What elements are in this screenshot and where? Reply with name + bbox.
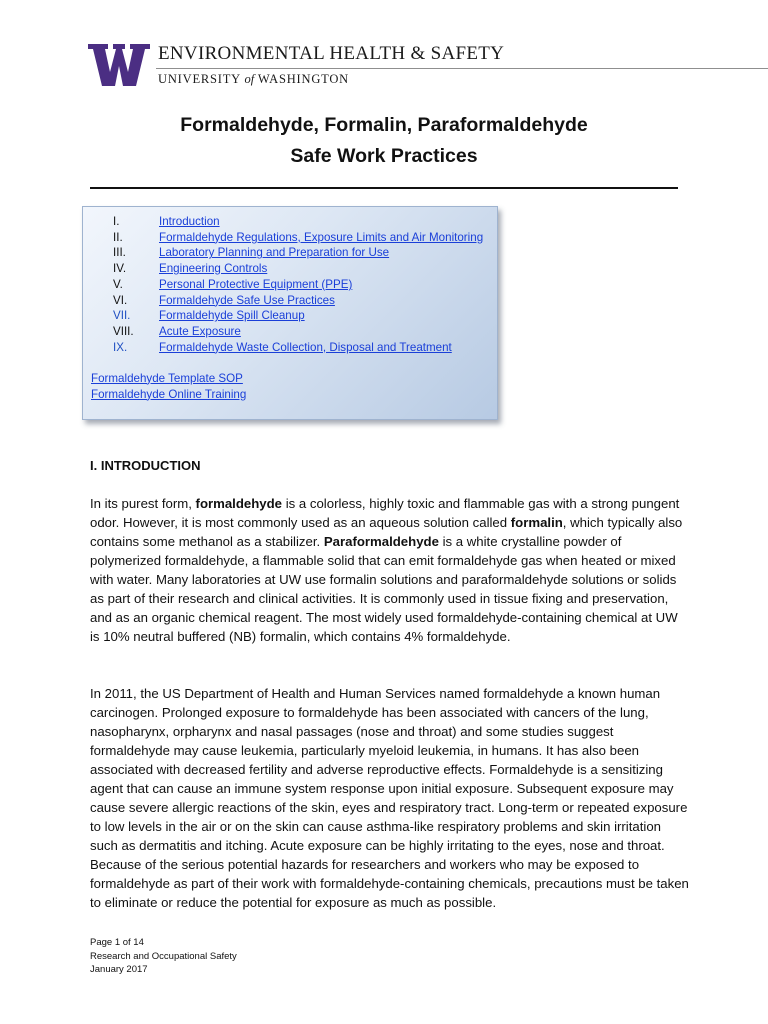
page-header bbox=[0, 0, 768, 100]
template-sop-link[interactable]: Formaldehyde Template SOP bbox=[91, 371, 243, 385]
title-rule bbox=[90, 187, 678, 189]
university-name bbox=[158, 72, 349, 87]
section-heading: I. INTRODUCTION bbox=[90, 458, 201, 473]
org-title: ENVIRONMENTAL HEALTH & SAFETY bbox=[158, 43, 505, 64]
footer-date: January 2017 bbox=[90, 964, 148, 975]
toc-link-acute-exposure[interactable]: Acute Exposure bbox=[159, 324, 241, 338]
title-line-1: Formaldehyde, Formalin, Paraformaldehyde bbox=[180, 114, 588, 136]
toc-number: VIII. bbox=[113, 324, 134, 338]
page-footer bbox=[90, 936, 237, 977]
uw-w-mark bbox=[88, 44, 150, 86]
toc-link-introduction[interactable]: Introduction bbox=[159, 215, 220, 228]
term-formalin: formalin bbox=[510, 515, 563, 530]
toc-number: IV. bbox=[113, 262, 127, 276]
carcinogen-paragraph: In 2011, the US Department of Health and Human Services named formaldehyde a known human carcinogen. Prolonged exposure to formaldehyde has been associated with cancers of the lung, nasopharynx, orpharynx and nasal passages (nose and throat) and some studies suggest formaldehyde may cause leukemia, particularly myeloid leukemia, in humans. It has also been associated with decreased fertility and adverse reproductive effects. Formaldehyde is a sensitizing agent that can cause an immune system response upon initial exposure. Subsequent exposure may cause severe allergic reactions of the skin, eyes and respiratory tract. Long-term or repeated exposure to low levels in the air or on the skin can cause asthma-like respiratory problems and skin irritation such as dermatitis and itching. Acute exposure can be highly irritating to the eyes, nose and throat. Because of the serious potential hazards for researchers and workers who may be exposed to formaldehyde as part of their work with formaldehyde-containing chemicals, precautions must be taken to eliminate or reduce the potential for exposure as much as possible. bbox=[90, 686, 689, 910]
page-number: Page 1 of 14 bbox=[90, 937, 144, 948]
toc-number: VII. bbox=[113, 309, 131, 323]
footer-department: Research and Occupational Safety bbox=[90, 950, 237, 962]
text-run: In its purest form, bbox=[90, 496, 196, 511]
university-suffix: WASHINGTON bbox=[257, 72, 350, 86]
toc-link-regulations[interactable]: Formaldehyde Regulations, Exposure Limits and Air Monitoring bbox=[159, 230, 484, 244]
term-formaldehyde: formaldehyde bbox=[195, 496, 283, 511]
university-prefix: UNIVERSITY bbox=[158, 72, 241, 86]
title-line-2: Safe Work Practices bbox=[290, 145, 478, 167]
toc-number: I. bbox=[113, 215, 120, 228]
toc-number: II. bbox=[113, 230, 123, 244]
text-run: is a white crystalline powder of polymerized formaldehyde, a flammable solid that can emit formaldehyde gas when heated or mixed with water. Many laboratories at UW use formalin solutions and paraformaldehyde solutions or solids as part of their research and clinical activities. It is commonly used in tissue fixing and preservation, and as an organic chemical reagent. The most widely used formaldehyde-containing chemical at UW is 10% neutral buffered (NB) formalin, which contains 4% formaldehyde. bbox=[90, 534, 678, 644]
text-run: , which typically also contains some methanol as a stabilizer. bbox=[90, 515, 683, 549]
toc-number: III. bbox=[113, 246, 126, 260]
document-title bbox=[0, 110, 768, 172]
toc-link-engineering-controls[interactable]: Engineering Controls bbox=[159, 262, 268, 276]
toc-number: IX. bbox=[113, 340, 128, 354]
term-paraformaldehyde: Paraformaldehyde bbox=[323, 534, 439, 549]
online-training-link[interactable]: Formaldehyde Online Training bbox=[91, 387, 247, 401]
table-of-contents bbox=[82, 206, 498, 420]
toc-link-safe-use[interactable]: Formaldehyde Safe Use Practices bbox=[159, 293, 335, 307]
header-rule bbox=[156, 68, 768, 69]
toc-link-ppe[interactable]: Personal Protective Equipment (PPE) bbox=[159, 277, 353, 291]
intro-paragraph bbox=[90, 494, 690, 646]
toc-link-waste[interactable]: Formaldehyde Waste Collection, Disposal and Treatment bbox=[159, 340, 452, 354]
toc-number: V. bbox=[113, 277, 123, 291]
toc-link-lab-planning[interactable]: Laboratory Planning and Preparation for Use bbox=[159, 246, 390, 260]
university-of: of bbox=[244, 72, 255, 86]
uw-logo bbox=[88, 44, 150, 86]
toc-link-spill-cleanup[interactable]: Formaldehyde Spill Cleanup bbox=[159, 309, 305, 323]
text-run: is a colorless, highly toxic and flammable gas with a strong pungent odor. However, it is most commonly used as an aqueous solution called bbox=[90, 496, 680, 530]
toc-number: VI. bbox=[113, 293, 128, 307]
